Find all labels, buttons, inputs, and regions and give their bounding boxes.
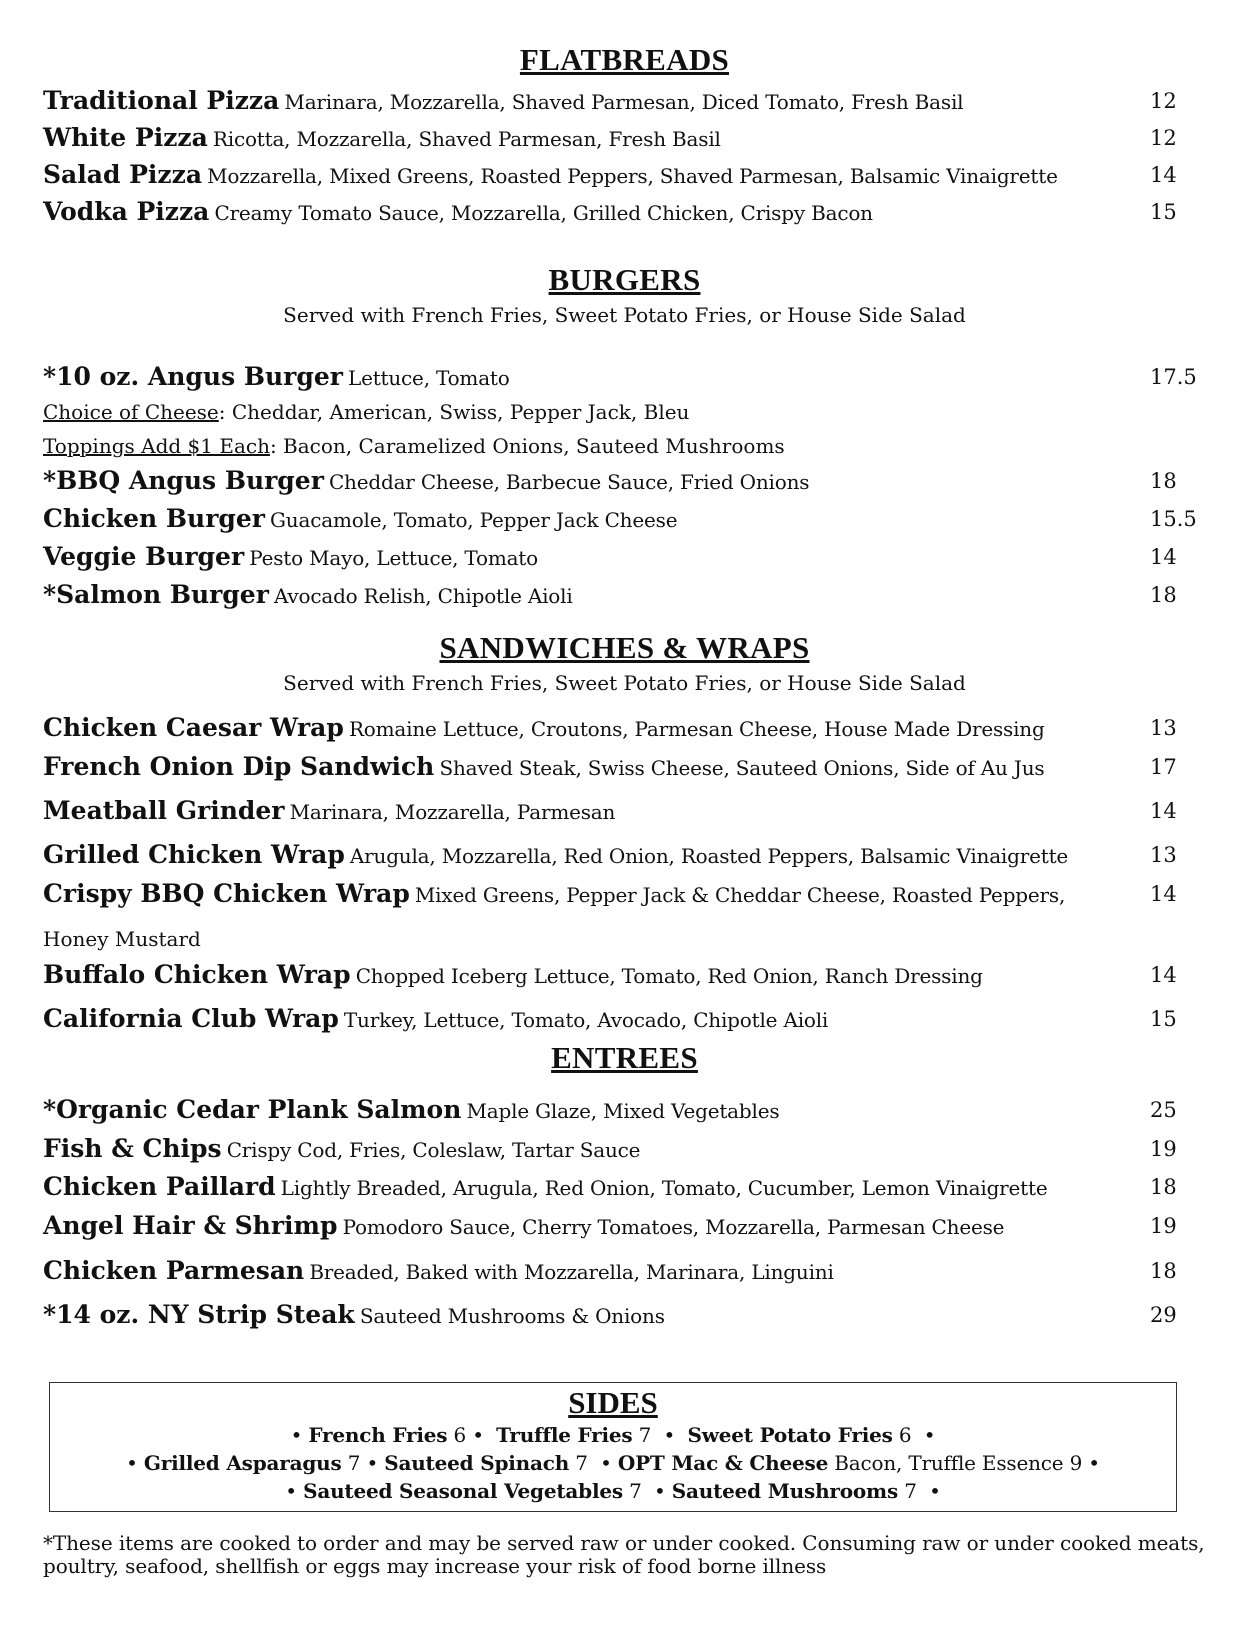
sandwiches-subtitle: Served with French Fries, Sweet Potato Fries, or House Side Salad xyxy=(283,671,966,695)
item-description: Marinara, Mozzarella, Parmesan xyxy=(289,800,616,824)
side-name: French Fries xyxy=(308,1423,448,1447)
cheese-choice-note xyxy=(43,399,689,425)
bullet: • xyxy=(653,1479,666,1503)
item-description-continued: Honey Mustard xyxy=(43,927,201,951)
item-description: Mozzarella, Mixed Greens, Roasted Peppers, Shaved Parmesan, Balsamic Vinaigrette xyxy=(207,164,1058,188)
item-description: Breaded, Baked with Mozzarella, Marinara, Linguini xyxy=(309,1260,834,1284)
menu-item-white-pizza xyxy=(43,123,1133,156)
menu-item-chicken-burger xyxy=(43,504,1133,537)
item-name: Chicken Burger xyxy=(43,504,265,533)
side-name: Grilled Asparagus xyxy=(143,1451,342,1475)
item-name: Veggie Burger xyxy=(43,542,245,571)
bullet: • xyxy=(126,1451,138,1475)
sides-heading: SIDES xyxy=(568,1385,658,1420)
bullet: • xyxy=(600,1451,612,1475)
item-description: Romaine Lettuce, Croutons, Parmesan Cheese, House Made Dressing xyxy=(348,717,1045,741)
item-price: 29 xyxy=(1150,1303,1177,1327)
item-name: Vodka Pizza xyxy=(43,197,210,226)
item-price: 14 xyxy=(1150,963,1177,987)
item-name: Grilled Chicken Wrap xyxy=(43,840,345,869)
item-description: Pomodoro Sauce, Cherry Tomatoes, Mozzarella, Parmesan Cheese xyxy=(342,1215,1005,1239)
item-description: Arugula, Mozzarella, Red Onion, Roasted Peppers, Balsamic Vinaigrette xyxy=(349,844,1069,868)
item-price: 15.5 xyxy=(1150,507,1197,531)
item-name: Buffalo Chicken Wrap xyxy=(43,960,351,989)
menu-item-buffalo-chicken-wrap xyxy=(43,960,1133,993)
item-price: 18 xyxy=(1150,583,1177,607)
menu-item-angel-hair-shrimp xyxy=(43,1211,1133,1244)
sides-line-2 xyxy=(50,1449,1176,1477)
item-description: Lettuce, Tomato xyxy=(347,366,510,390)
item-description: Turkey, Lettuce, Tomato, Avocado, Chipotle Aioli xyxy=(343,1008,829,1032)
item-price: 14 xyxy=(1150,545,1177,569)
item-price: 15 xyxy=(1150,200,1177,224)
item-price: 15 xyxy=(1150,1007,1177,1031)
item-name: Chicken Caesar Wrap xyxy=(43,713,344,742)
menu-item-ny-strip-steak xyxy=(43,1300,1133,1333)
menu-item-california-club-wrap xyxy=(43,1004,1133,1037)
menu-item-salad-pizza xyxy=(43,160,1133,193)
item-description: Pesto Mayo, Lettuce, Tomato xyxy=(249,546,538,570)
side-name: Sauteed Spinach xyxy=(384,1451,570,1475)
item-price: 13 xyxy=(1150,843,1177,867)
toppings-note xyxy=(43,433,785,459)
item-description: Maple Glaze, Mixed Vegetables xyxy=(466,1099,780,1123)
sandwiches-heading: SANDWICHES & WRAPS xyxy=(439,630,810,665)
bullet: • xyxy=(663,1423,676,1447)
menu-item-cedar-plank-salmon xyxy=(43,1095,1133,1128)
item-price: 18 xyxy=(1150,469,1177,493)
item-price: 18 xyxy=(1150,1259,1177,1283)
item-price: 19 xyxy=(1150,1214,1177,1238)
food-safety-disclaimer: *These items are cooked to order and may be served raw or under cooked. Consuming raw or under cooked meats, poultry, seafood, shellfish or eggs may increase your risk of food borne illness xyxy=(43,1531,1205,1578)
menu-item-veggie-burger xyxy=(43,542,1133,575)
item-description: Lightly Breaded, Arugula, Red Onion, Tomato, Cucumber, Lemon Vinaigrette xyxy=(280,1176,1048,1200)
item-price: 18 xyxy=(1150,1175,1177,1199)
item-price: 12 xyxy=(1150,126,1177,150)
cheese-choice-label: Choice of Cheese xyxy=(43,400,219,424)
side-price: 7 xyxy=(629,1479,642,1503)
side-price: 7 xyxy=(347,1451,361,1475)
item-name: Fish & Chips xyxy=(43,1134,222,1163)
side-price: 7 xyxy=(575,1451,588,1475)
side-price: 7 xyxy=(638,1423,652,1447)
item-description: Sauteed Mushrooms & Onions xyxy=(359,1304,665,1328)
bullet: • xyxy=(366,1451,379,1475)
item-name: Angel Hair & Shrimp xyxy=(43,1211,338,1240)
sides-line-1 xyxy=(50,1421,1176,1449)
bullet: • xyxy=(923,1423,936,1447)
menu-item-chicken-parmesan xyxy=(43,1256,1133,1289)
item-price: 17.5 xyxy=(1150,365,1197,389)
menu-item-french-onion-dip-sandwich xyxy=(43,752,1133,785)
item-name: Chicken Parmesan xyxy=(43,1256,305,1285)
sides-box xyxy=(49,1382,1177,1512)
toppings-label: Toppings Add $1 Each xyxy=(43,434,270,458)
side-price: 6 xyxy=(453,1423,467,1447)
bullet: • xyxy=(290,1423,303,1447)
item-description: Creamy Tomato Sauce, Mozzarella, Grilled Chicken, Crispy Bacon xyxy=(214,201,873,225)
item-description: Crispy Cod, Fries, Coleslaw, Tartar Sauce xyxy=(226,1138,641,1162)
flatbreads-heading: FLATBREADS xyxy=(519,42,730,77)
bullet: • xyxy=(1088,1451,1100,1475)
side-name: OPT Mac & Cheese xyxy=(617,1451,829,1475)
item-description: Cheddar Cheese, Barbecue Sauce, Fried Onions xyxy=(328,470,810,494)
item-description: Ricotta, Mozzarella, Shaved Parmesan, Fresh Basil xyxy=(212,127,721,151)
toppings-options: : Bacon, Caramelized Onions, Sauteed Mushrooms xyxy=(269,434,785,458)
item-name: Traditional Pizza xyxy=(43,86,280,115)
menu-item-salmon-burger xyxy=(43,580,1133,613)
burgers-heading: BURGERS xyxy=(548,262,701,297)
item-price: 19 xyxy=(1150,1137,1177,1161)
item-name: White Pizza xyxy=(43,123,208,152)
side-name: Sauteed Seasonal Vegetables xyxy=(303,1479,623,1503)
menu-item-meatball-grinder xyxy=(43,796,1133,829)
menu-item-fish-and-chips xyxy=(43,1134,1133,1167)
item-description: Avocado Relish, Chipotle Aioli xyxy=(273,584,573,608)
item-description: Shaved Steak, Swiss Cheese, Sauteed Onions, Side of Au Jus xyxy=(439,756,1045,780)
bullet: • xyxy=(472,1423,484,1447)
item-price: 12 xyxy=(1150,89,1177,113)
item-description: Chopped Iceberg Lettuce, Tomato, Red Onion, Ranch Dressing xyxy=(355,964,983,988)
item-name: *Salmon Burger xyxy=(43,580,269,609)
sides-line-3 xyxy=(50,1477,1176,1505)
item-name: Salad Pizza xyxy=(43,160,203,189)
side-name: Sweet Potato Fries xyxy=(687,1423,893,1447)
item-description: Guacamole, Tomato, Pepper Jack Cheese xyxy=(270,508,678,532)
item-name: *Organic Cedar Plank Salmon xyxy=(43,1095,462,1124)
item-name: California Club Wrap xyxy=(43,1004,339,1033)
item-description: Marinara, Mozzarella, Shaved Parmesan, Diced Tomato, Fresh Basil xyxy=(284,90,964,114)
item-price: 14 xyxy=(1150,163,1177,187)
burgers-subtitle: Served with French Fries, Sweet Potato Fries, or House Side Salad xyxy=(283,303,966,327)
menu-item-chicken-caesar-wrap xyxy=(43,713,1133,746)
item-name: Chicken Paillard xyxy=(43,1172,276,1201)
side-extra: Bacon, Truffle Essence xyxy=(834,1451,1064,1475)
menu-item-traditional-pizza xyxy=(43,86,1133,119)
item-price: 14 xyxy=(1150,799,1177,823)
menu-item-vodka-pizza xyxy=(43,197,1133,230)
item-price: 13 xyxy=(1150,716,1177,740)
item-price: 17 xyxy=(1150,755,1177,779)
side-name: Sauteed Mushrooms xyxy=(671,1479,899,1503)
side-price: 6 xyxy=(898,1423,912,1447)
cheese-choice-options: : Cheddar, American, Swiss, Pepper Jack, Bleu xyxy=(218,400,690,424)
item-name: *BBQ Angus Burger xyxy=(43,466,324,495)
menu-item-angus-burger xyxy=(43,362,1133,395)
menu-item-crispy-bbq-chicken-wrap xyxy=(43,879,1133,912)
item-name: French Onion Dip Sandwich xyxy=(43,752,435,781)
item-name: Crispy BBQ Chicken Wrap xyxy=(43,879,410,908)
menu-item-bbq-angus-burger xyxy=(43,466,1133,499)
menu-item-grilled-chicken-wrap xyxy=(43,840,1133,873)
menu-item-chicken-paillard xyxy=(43,1172,1133,1205)
item-name: *14 oz. NY Strip Steak xyxy=(43,1300,355,1329)
side-price: 7 xyxy=(904,1479,917,1503)
item-name: *10 oz. Angus Burger xyxy=(43,362,343,391)
item-name: Meatball Grinder xyxy=(43,796,285,825)
bullet: • xyxy=(929,1479,941,1503)
side-name: Truffle Fries xyxy=(496,1423,633,1447)
item-price: 25 xyxy=(1150,1098,1177,1122)
item-price: 14 xyxy=(1150,882,1177,906)
item-description: Mixed Greens, Pepper Jack & Cheddar Cheese, Roasted Peppers, xyxy=(414,883,1066,907)
entrees-heading: ENTREES xyxy=(551,1040,698,1075)
side-price: 9 xyxy=(1069,1451,1083,1475)
bullet: • xyxy=(285,1479,297,1503)
